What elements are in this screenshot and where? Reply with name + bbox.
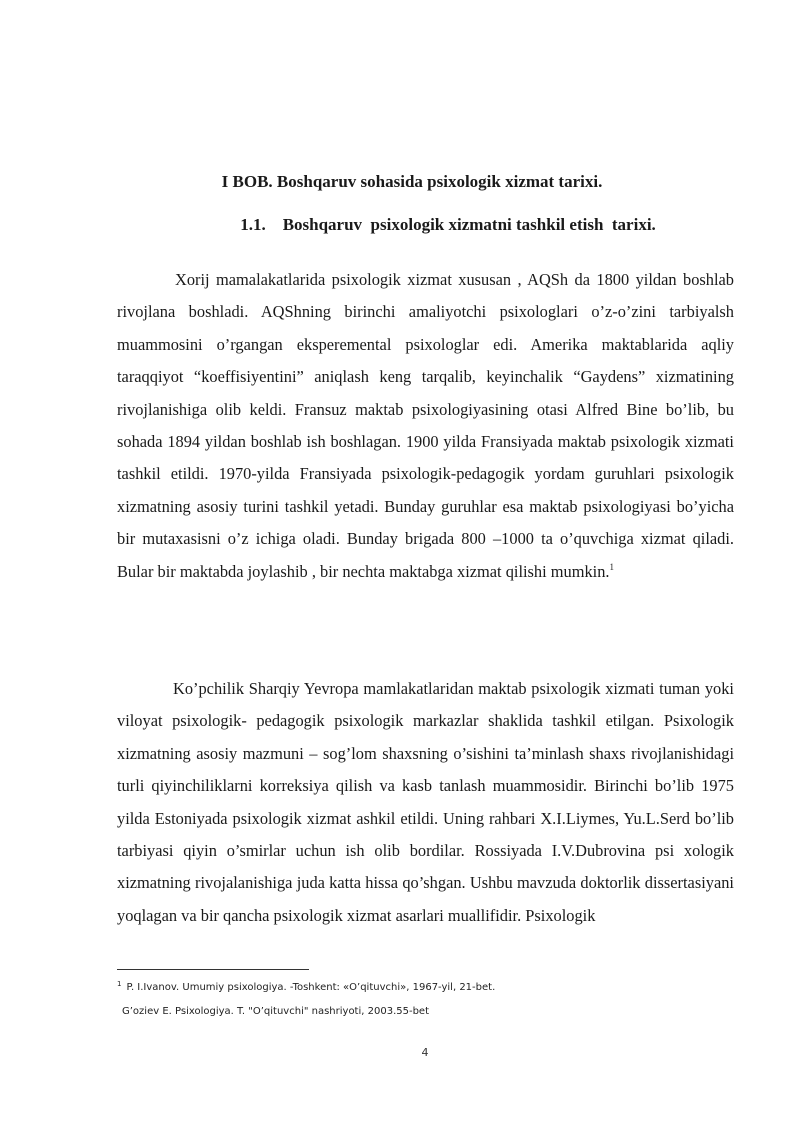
footnote-1 xyxy=(117,980,495,993)
footnote-1-text: P. I.Ivanov. Umumiy psixologiya. -Toshkent: «O’qituvchi», 1967-yil, 21-bet. xyxy=(126,982,496,993)
footnote-separator xyxy=(117,969,309,970)
footnote-2-text: G’oziev E. Psixologiya. T. "O’qituvchi" nashriyoti, 2003.55-bet xyxy=(122,1006,429,1017)
footnote-2 xyxy=(122,1006,429,1017)
paragraph-1-text: Xorij mamalakatlarida psixologik xizmat xususan , AQSh da 1800 yildan boshlab rivojlana boshladi. AQShning birinchi amaliyotchi psixologlari o’z-o’zini tarbiyalsh muammosini o’rgangan eksperemental psixologlar edi. Amerika maktablarida aqliy taraqqiyot “koeffisiyentini” aniqlash keng tarqalib, keyinchalik “Gaydens” xizmatining rivojlanishiga olib keldi. Fransuz maktab psixologiyasining otasi Alfred Bine bo’lib, bu sohada 1894 yildan boshlab ish boshlagan. 1900 yilda Fransiyada maktab psixologik xizmati tashkil etildi. 1970-yilda Fransiyada psixologik-pedagogik yordam guruhlari psixologik xizmatning asosiy turini tashkil yetadi. Bunday guruhlar esa maktab psixologiyasi bo’yicha bir mutaxasisni o’z ichiga oladi. Bunday brigada 800 –1000 ta o’quvchiga xizmat qiladi. Bular bir maktabda joylashib , bir nechta maktabga xizmat qilishi mumkin. xyxy=(117,270,734,581)
chapter-title: I BOB. Boshqaruv sohasida psixologik xizmat tarixi. xyxy=(221,172,603,191)
page-number: 4 xyxy=(421,1046,429,1059)
body-paragraph-1 xyxy=(117,264,734,588)
footnote-mark: 1 xyxy=(117,980,122,988)
section-title: 1.1. Boshqaruv psixologik xizmatni tashkil etish tarixi. xyxy=(240,215,656,234)
paragraph-2-text: Ko’pchilik Sharqiy Yevropa mamlakatlaridan maktab psixologik xizmati tuman yoki viloyat psixologik- pedagogik psixologik markazlar shaklida tashkil etilgan. Psixologik xizmatning asosiy mazmuni – sog’lom shaxsning o’sishini ta’minlash shaxs rivojlanishidagi turli qiyinchiliklarni korreksiya qilish va kasb tanlash muammosidir. Birinchi bo’lib 1975 yilda Estoniyada psixologik xizmat ashkil etildi. Uning rahbari X.I.Liymes, Yu.L.Serd bo’lib tarbiyasi qiyin o’smirlar uchun ish olib bordilar. Rossiyada I.V.Dubrovina psi xologik xizmatning rivojalanishiga juda katta hissa qo’shgan. Ushbu mavzuda doktorlik dissertasiyani yoqlagan va bir qancha psixologik xizmat asarlari muallifidir. Psixologik xyxy=(117,679,734,925)
body-paragraph-2 xyxy=(117,673,734,932)
footnote-reference[interactable]: 1 xyxy=(609,561,615,572)
